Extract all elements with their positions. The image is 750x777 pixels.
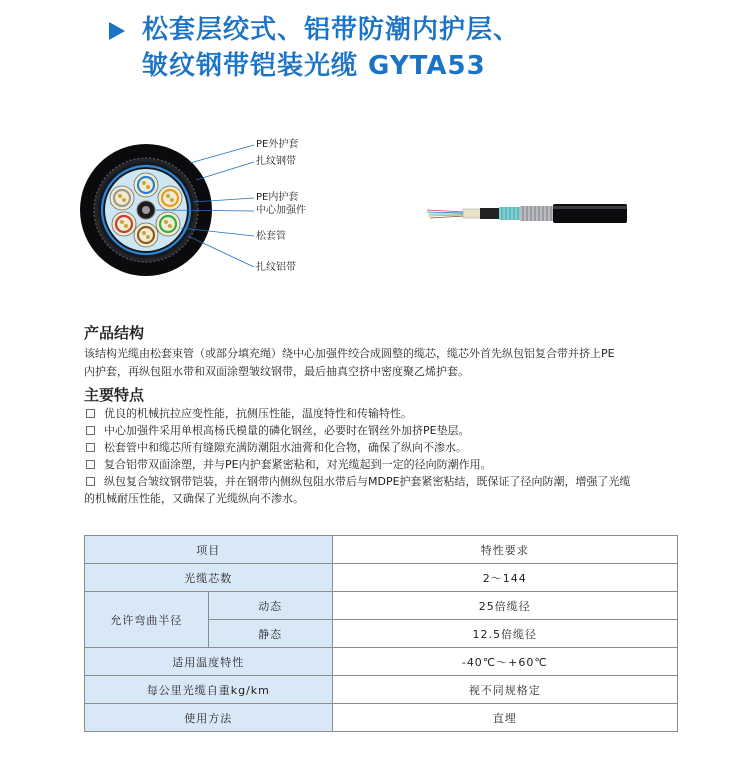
temp-label: 适用温度特性 xyxy=(85,648,333,676)
feature-text-continued: 的机械耐压性能，又确保了光缆纵向不渗水。 xyxy=(84,492,304,505)
feature-item xyxy=(84,473,694,490)
label-central-strength-member: 中心加强件 xyxy=(256,205,306,216)
static-value: 12.5倍缆径 xyxy=(332,620,677,648)
feature-text: 中心加强件采用单根高杨氏模量的磷化钢丝，必要时在钢丝外加挤PE垫层。 xyxy=(104,424,470,437)
cable-side-view xyxy=(425,195,635,231)
feature-item xyxy=(84,456,694,473)
label-corrugated-aluminium-tape: 扎纹铝带 xyxy=(256,262,296,273)
feature-item xyxy=(84,405,694,422)
fiber-count-value: 2～144 xyxy=(332,564,677,592)
structure-line-1: 该结构光缆由松套束管（或部分填充绳）绕中心加强件绞合成圆整的缆芯，缆芯外首先纵包铝复合带并挤上PE xyxy=(84,347,615,360)
features-heading: 主要特点 xyxy=(84,386,145,404)
spec-table xyxy=(84,535,678,732)
checkbox-icon xyxy=(86,477,95,486)
table-row xyxy=(85,648,678,676)
table-row xyxy=(85,536,678,564)
method-label: 使用方法 xyxy=(85,704,333,732)
bend-radius-label: 允许弯曲半径 xyxy=(85,592,209,648)
static-label: 静态 xyxy=(208,620,332,648)
features-list xyxy=(84,405,694,507)
label-corrugated-steel-tape: 扎纹钢带 xyxy=(256,156,296,167)
structure-line-2: 内护套，再纵包阻水带和双面涂塑皱纹钢带，最后抽真空挤中密度聚乙烯护套。 xyxy=(84,365,469,378)
page-title xyxy=(142,12,520,84)
table-row xyxy=(85,676,678,704)
checkbox-icon xyxy=(86,443,95,452)
checkbox-icon xyxy=(86,409,95,418)
feature-text: 优良的机械抗拉应变性能，抗侧压性能，温度特性和传输特性。 xyxy=(104,407,412,420)
table-row xyxy=(85,704,678,732)
structure-text xyxy=(84,345,684,381)
header-item-cell: 项目 xyxy=(85,536,333,564)
fiber-count-label: 光缆芯数 xyxy=(85,564,333,592)
feature-text: 复合铝带双面涂塑，并与PE内护套紧密粘和，对光缆起到一定的径向防潮作用。 xyxy=(104,458,492,471)
dynamic-value: 25倍缆径 xyxy=(332,592,677,620)
checkbox-icon xyxy=(86,460,95,469)
temp-value: -40℃～+60℃ xyxy=(332,648,677,676)
feature-text: 纵包复合皱纹钢带铠装，并在钢带内侧纵包阻水带后与MDPE护套紧密粘结，既保证了径向防潮，增强了光缆 xyxy=(104,475,631,488)
label-pe-inner-sheath: PE内护套 xyxy=(256,192,299,203)
weight-value: 视不同规格定 xyxy=(332,676,677,704)
header-req-cell: 特性要求 xyxy=(332,536,677,564)
title-line-1: 松套层绞式、铝带防潮内护层、 xyxy=(142,15,521,45)
title-line-2: 皱纹钢带铠装光缆 GYTA53 xyxy=(142,51,486,81)
checkbox-icon xyxy=(86,426,95,435)
label-pe-outer-sheath: PE外护套 xyxy=(256,139,299,150)
method-value: 直埋 xyxy=(332,704,677,732)
weight-label: 每公里光缆自重kg/km xyxy=(85,676,333,704)
label-loose-tube: 松套管 xyxy=(256,231,286,242)
table-row xyxy=(85,564,678,592)
title-arrow-icon xyxy=(108,21,126,41)
feature-item xyxy=(84,439,694,456)
dynamic-label: 动态 xyxy=(208,592,332,620)
feature-text: 松套管中和缆芯所有缝隙充满防潮阻水油膏和化合物，确保了纵向不渗水。 xyxy=(104,441,467,454)
structure-heading: 产品结构 xyxy=(84,324,145,342)
feature-item xyxy=(84,422,694,439)
table-row xyxy=(85,592,678,620)
